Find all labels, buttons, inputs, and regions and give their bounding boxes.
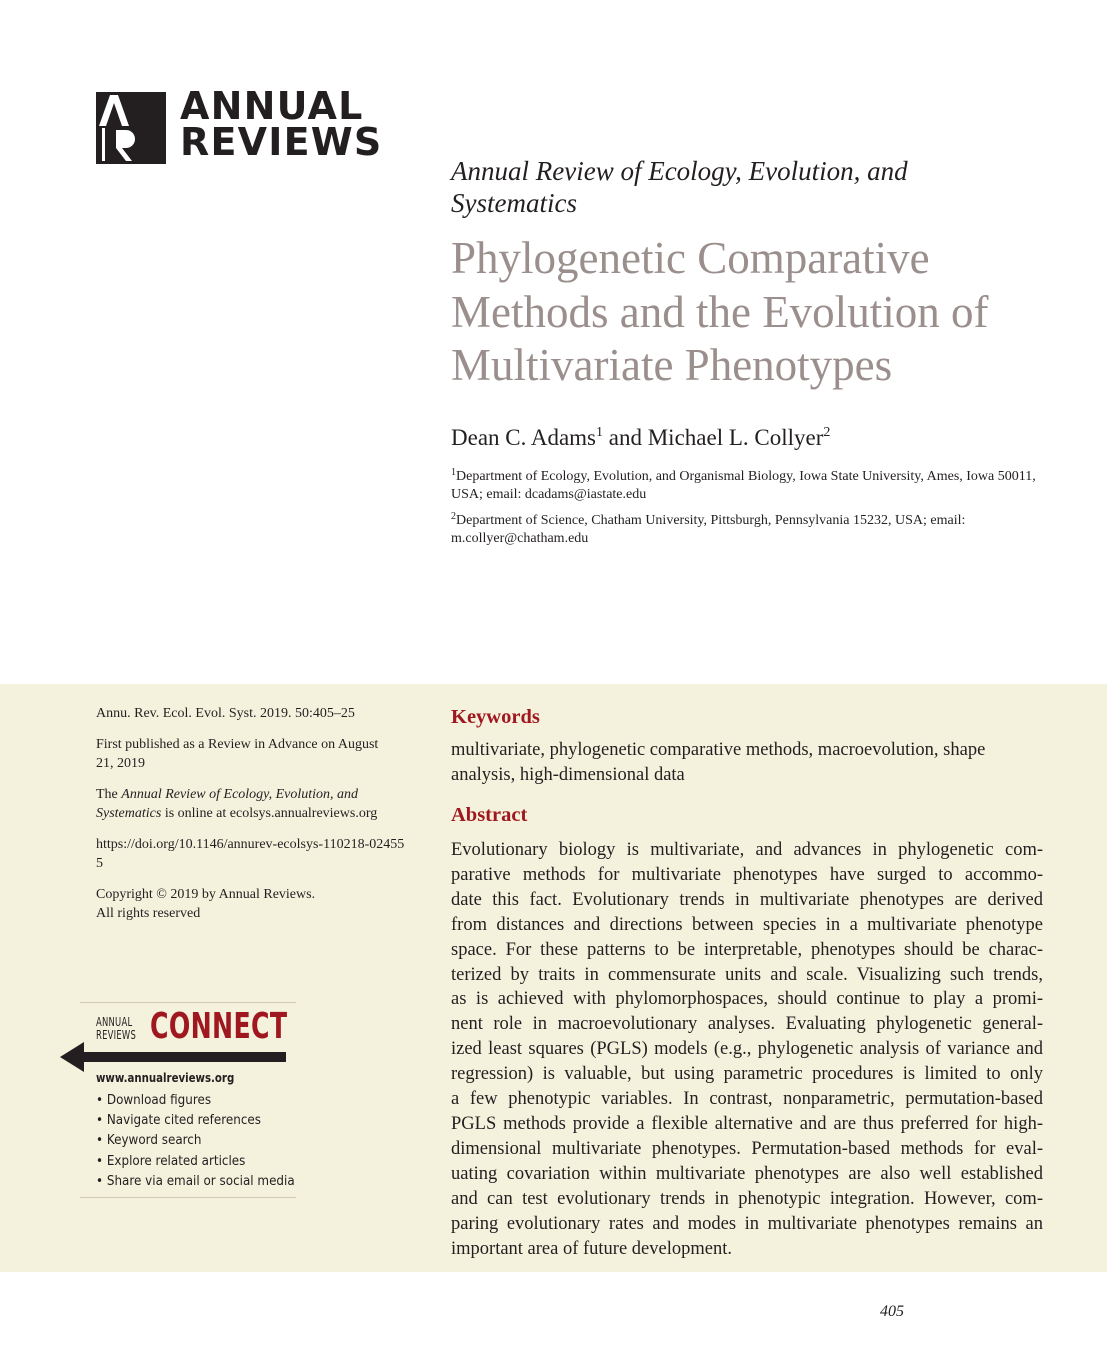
abstract-line: ized least squares (PGLS) models (e.g., phylogenetic analysis of variance and: [451, 1039, 1043, 1060]
list-item: • Keyword search: [96, 1133, 202, 1149]
authors: [451, 423, 1051, 453]
affiliation-2-sup: 2: [451, 511, 456, 522]
online-note-post: is online at ecolsys.annualreviews.org: [161, 806, 378, 821]
rights-line: All rights reserved: [96, 906, 201, 921]
list-item: • Explore related articles: [96, 1153, 246, 1169]
list-item: • Share via email or social media: [96, 1173, 295, 1189]
affiliation-1-text: Department of Ecology, Evolution, and Organismal Biology, Iowa State University, Ames, Iowa 50011, USA; email: dcadams@iastate.edu: [451, 469, 1036, 502]
abstract-line: Evolutionary biology is multivariate, and advances in phylogenetic com-: [451, 840, 1043, 860]
online-note-journal: Annual Review of Ecology, Evolution, and Systematics: [96, 787, 359, 821]
abstract-line: as is achieved with phylomorphospaces, should continue to play a promi-: [451, 989, 1043, 1010]
list-item: • Download figures: [96, 1093, 212, 1108]
publisher-name-line1: ANNUAL: [180, 84, 364, 128]
abstract-line: dimensional multivariate phenotypes. Permutation-based methods for eval-: [451, 1138, 1043, 1159]
abstract-line: nent role in macroevolutionary analyses. Evaluating phylogenetic general-: [451, 1014, 1043, 1035]
abstract-line: terized by traits in commensurate units and scale. Visualizing such trends,: [451, 964, 1043, 985]
publisher-name-line2: REVIEWS: [180, 120, 383, 164]
connect-sub-line2: REVIEWS: [96, 1028, 137, 1042]
abstract-line: from distances and directions between species in a multivariate phenotype: [451, 914, 1043, 935]
author-2: Michael L. Collyer: [647, 425, 824, 450]
abstract-line: space. For these patterns to be interpretable, phenotypes should be charac-: [451, 939, 1043, 960]
affiliation-2: [451, 512, 1041, 548]
keywords-heading: Keywords: [451, 706, 540, 728]
abstract-line: PGLS methods provide a flexible alternative and are thus preferred for high-: [451, 1113, 1043, 1134]
abstract-line: paring evolutionary rates and modes in multivariate phenotypes remains an: [451, 1213, 1043, 1234]
connect-feature-list: [96, 1091, 312, 1192]
article-title: Phylogenetic Comparative Methods and the Evolution of Multivariate Phenotypes: [451, 233, 989, 390]
abstract-line: regression) is valuable, but using parametric procedures is limited to only: [451, 1064, 1043, 1085]
copyright: [96, 885, 416, 923]
affiliation-1-sup: 1: [451, 467, 456, 478]
author-2-sup: 2: [823, 425, 831, 440]
annual-reviews-logo: [96, 84, 383, 166]
abstract-line: parative methods for multivariate phenotypes have surged to accommo-: [451, 864, 1043, 885]
connect-sub-line1: ANNUAL: [96, 1015, 133, 1029]
abstract-line: a few phenotypic variables. In contrast, nonparametric, permutation-based: [451, 1089, 1043, 1110]
list-item: • Navigate cited references: [96, 1113, 261, 1129]
connect-url[interactable]: www.annualreviews.org: [96, 1071, 235, 1085]
affiliation-1: [451, 468, 1041, 504]
connect-box: [80, 1002, 296, 1198]
ar-monogram-icon: [96, 92, 166, 164]
citation: Annu. Rev. Ecol. Evol. Syst. 2019. 50:405–25: [96, 706, 355, 721]
keywords-text: multivariate, phylogenetic comparative methods, macroevolution, shape analysis, high-dimensional data: [451, 740, 986, 785]
abstract-line: uating covariation within multivariate phenotypes are also well established: [451, 1163, 1043, 1184]
copyright-line: Copyright © 2019 by Annual Reviews.: [96, 887, 316, 902]
first-published: First published as a Review in Advance on August 21, 2019: [96, 737, 379, 771]
abstract-line: date this fact. Evolutionary trends in multivariate phenotypes are derived: [451, 889, 1043, 910]
abstract-line: important area of future development.: [451, 1238, 732, 1259]
publisher-wordmark: [180, 84, 383, 164]
abstract-line: and can test evolutionary trends in phenotypic integration. However, com-: [451, 1188, 1043, 1209]
arrow-left-icon: [60, 1039, 286, 1075]
abstract-text: [451, 838, 1043, 1261]
affiliation-2-text: Department of Science, Chatham University, Pittsburgh, Pennsylvania 15232, USA; email: m.collyer@chatham.edu: [451, 513, 966, 546]
author-1: Dean C. Adams: [451, 425, 597, 450]
journal-name: Annual Review of Ecology, Evolution, and Systematics: [451, 156, 908, 218]
author-1-sup: 1: [596, 425, 604, 440]
abstract-heading: Abstract: [451, 804, 528, 826]
doi-link[interactable]: https://doi.org/10.1146/annurev-ecolsys-110218-024555: [96, 837, 405, 871]
connect-wordmark: CONNECT: [150, 1006, 288, 1047]
online-note: [96, 785, 406, 823]
online-note-pre: The: [96, 787, 122, 802]
author-conjunction: and: [603, 425, 648, 450]
page-number: 405: [880, 1303, 904, 1320]
